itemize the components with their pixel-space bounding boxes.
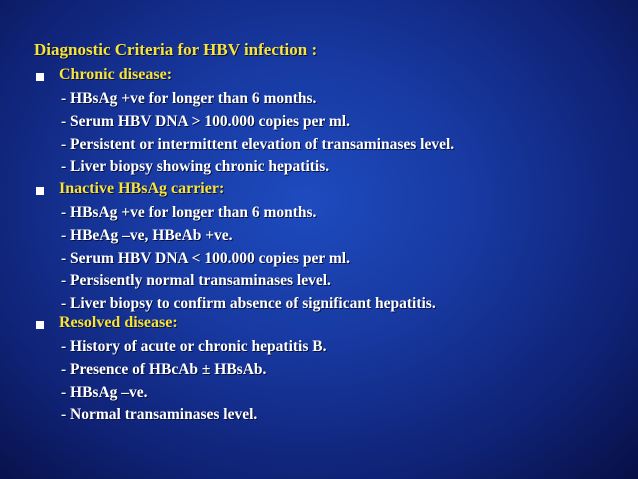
criteria-line: - Normal transaminases level. (61, 406, 258, 424)
criteria-list (61, 89, 454, 180)
section-heading-row (0, 66, 638, 86)
square-bullet-icon (36, 321, 44, 329)
square-bullet-icon (36, 73, 44, 81)
section-heading-row (0, 180, 638, 200)
criteria-line: - HBsAg –ve. (61, 383, 148, 401)
criteria-line: - Liver biopsy to confirm absence of significant hepatitis. (61, 295, 436, 313)
criteria-line: - HBeAg –ve, HBeAb +ve. (61, 226, 233, 244)
section-heading-row (0, 314, 638, 334)
criteria-line: - Serum HBV DNA < 100.000 copies per ml. (61, 249, 350, 267)
section-heading: Resolved disease: (59, 314, 178, 331)
square-bullet-icon (36, 187, 44, 195)
criteria-line: - Presence of HBcAb ± HBsAb. (61, 360, 267, 378)
criteria-line: - HBsAg +ve for longer than 6 months. (61, 90, 317, 107)
criteria-list (61, 203, 436, 317)
criteria-line: - Persistent or intermittent elevation of transaminases level. (61, 135, 455, 153)
criteria-list (61, 337, 326, 428)
section-heading: Chronic disease: (59, 66, 173, 83)
section-heading: Inactive HBsAg carrier: (59, 180, 225, 197)
criteria-line: - Serum HBV DNA > 100.000 copies per ml. (61, 112, 350, 130)
criteria-line: - History of acute or chronic hepatitis B. (61, 338, 327, 355)
criteria-line: - HBsAg +ve for longer than 6 months. (61, 204, 317, 221)
slide-title: Diagnostic Criteria for HBV infection : (34, 40, 318, 59)
criteria-line: - Liver biopsy showing chronic hepatitis. (61, 158, 330, 176)
criteria-line: - Persisently normal transaminases level. (61, 272, 331, 290)
